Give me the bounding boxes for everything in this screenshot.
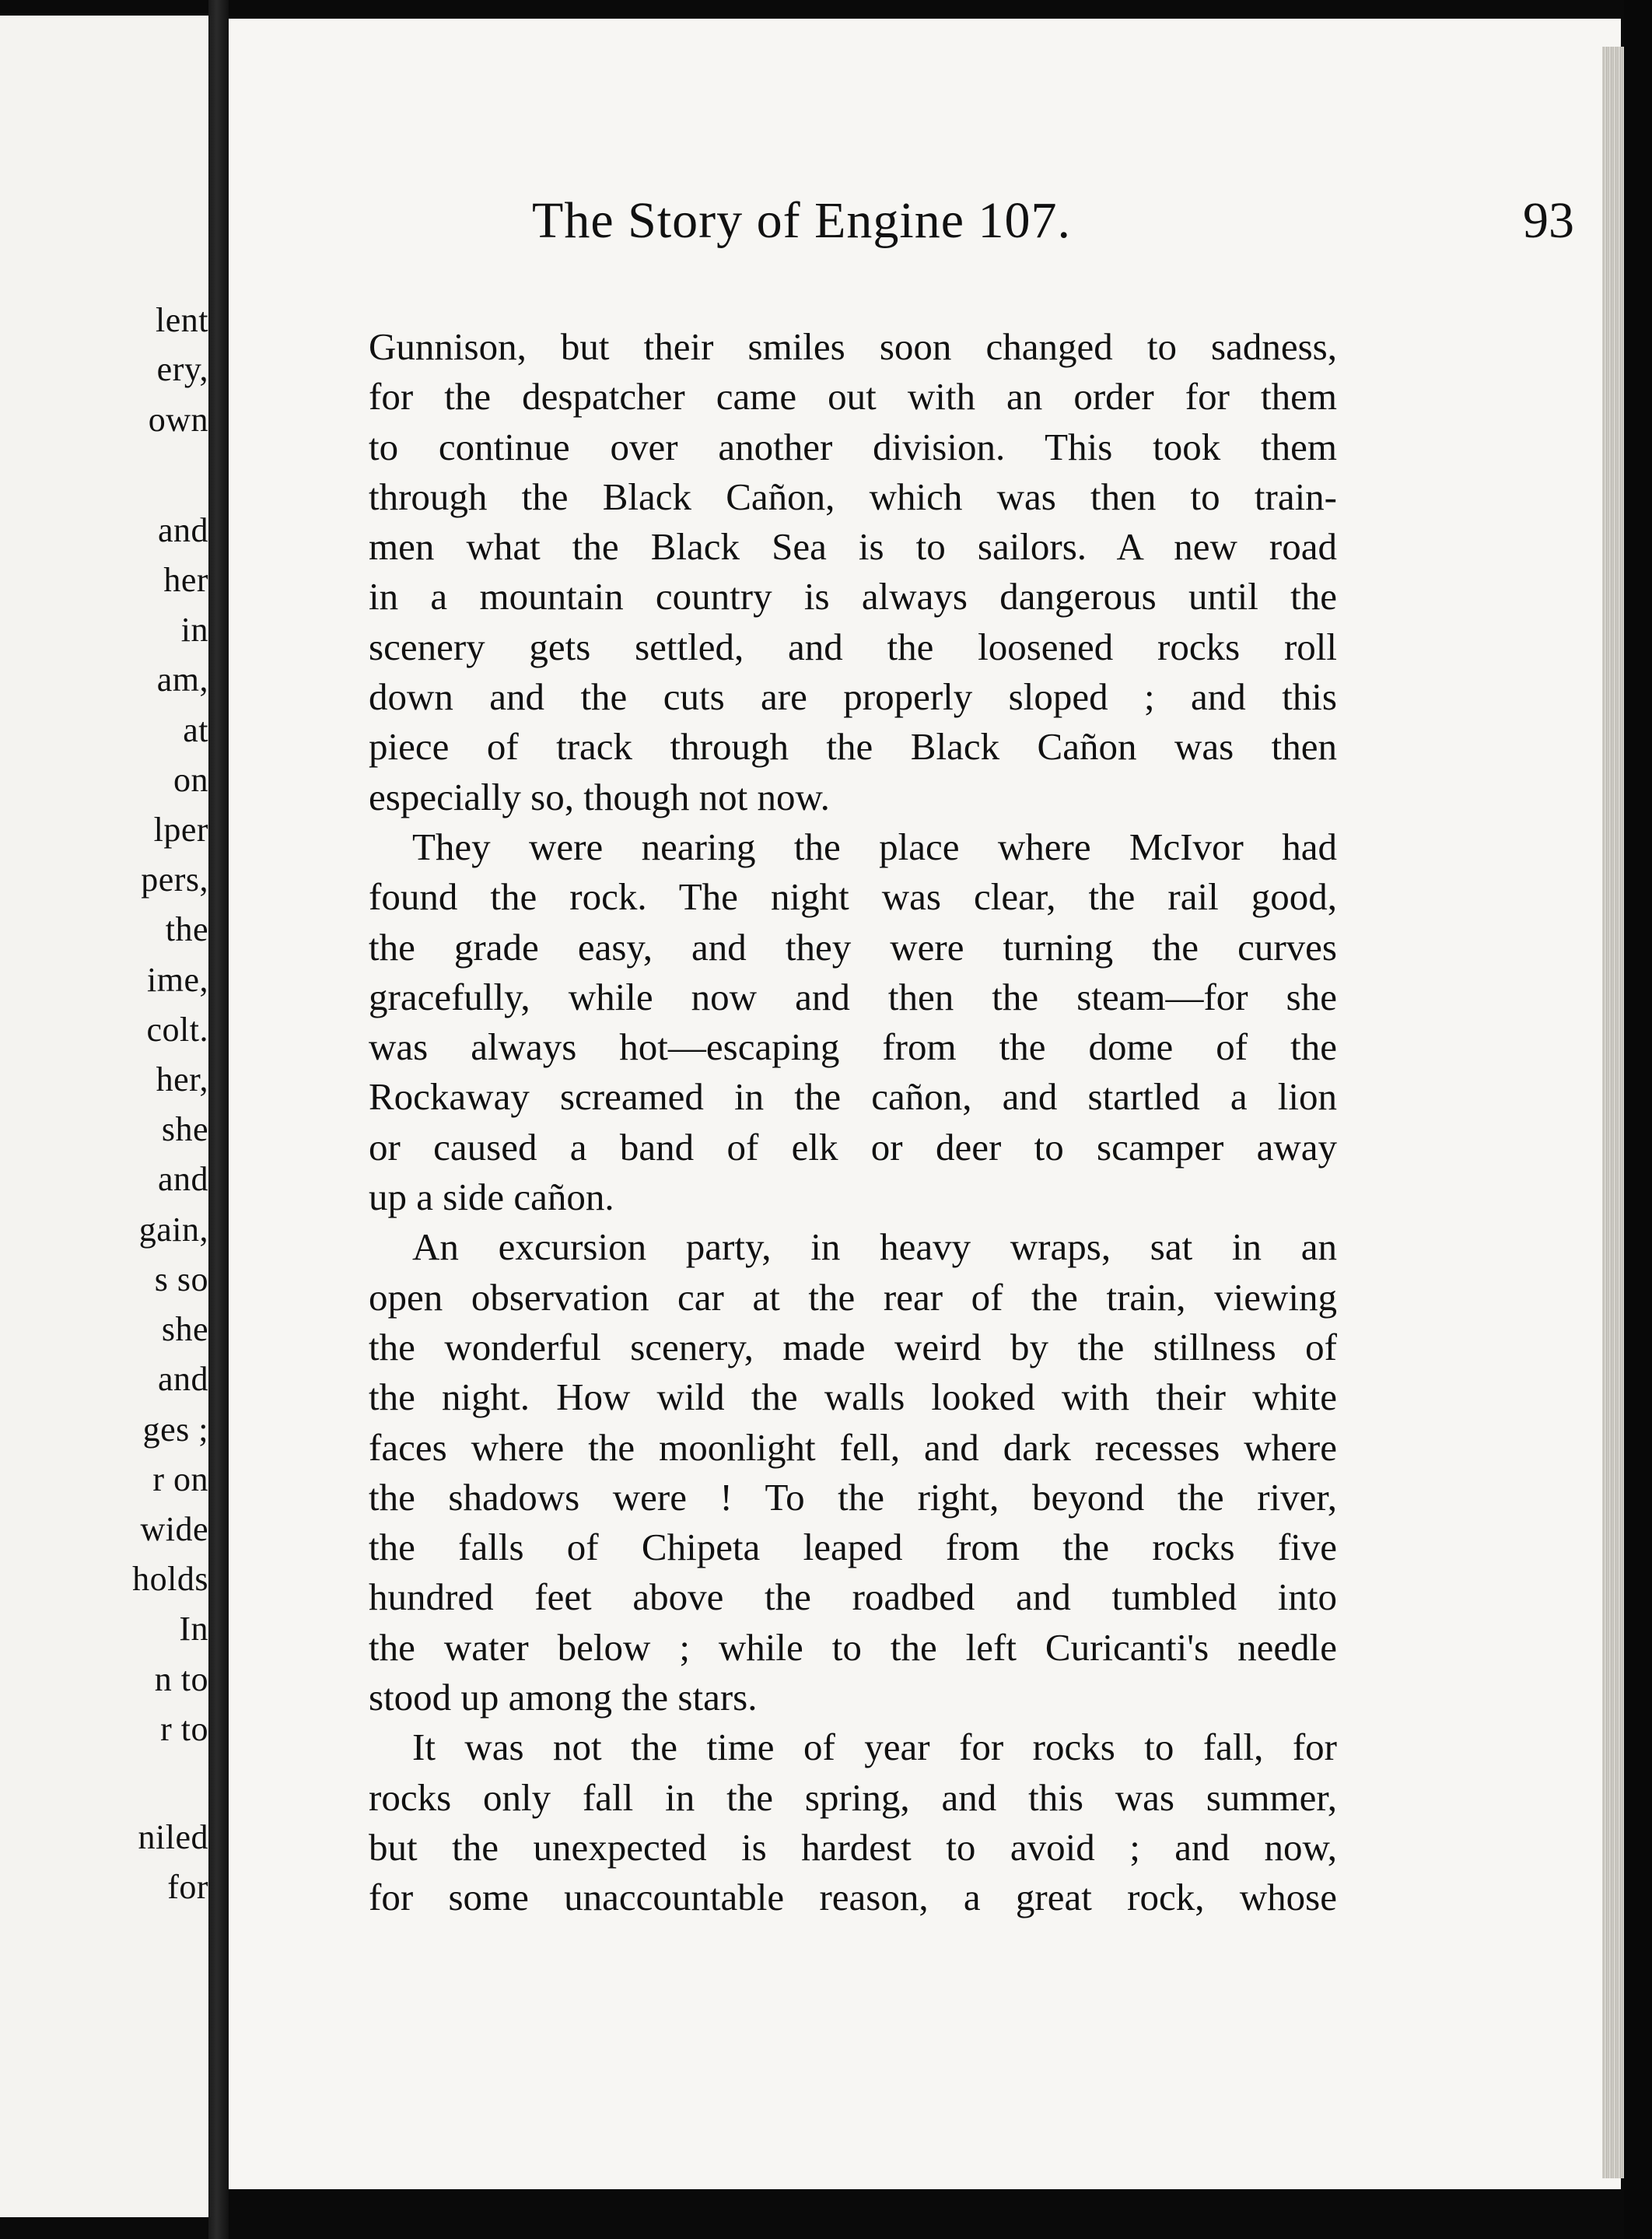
- text-line: They were nearing the place where McIvor had: [412, 825, 1337, 868]
- page-header: [532, 191, 1574, 261]
- page-edges: [1602, 47, 1624, 2178]
- left-page-line: pers,: [141, 860, 208, 899]
- book-gutter: [208, 0, 229, 2239]
- left-page-line: and: [157, 1360, 208, 1398]
- page-number: 93: [1523, 192, 1574, 249]
- text-line: up a side cañon.: [369, 1176, 614, 1219]
- text-line: for the despatcher came out with an order for them: [369, 375, 1337, 419]
- text-line: but the unexpected is hardest to avoid ; and now,: [369, 1825, 1337, 1869]
- book-page: [229, 19, 1621, 2189]
- left-page-line: ery,: [156, 350, 208, 388]
- left-page-line: wide: [140, 1510, 208, 1548]
- running-title: The Story of Engine 107.: [532, 192, 1072, 249]
- left-page-line: In: [179, 1610, 208, 1648]
- text-line: stood up among the stars.: [369, 1676, 758, 1719]
- left-page-line: the: [165, 910, 208, 948]
- text-line: Gunnison, but their smiles soon changed to sadness,: [369, 325, 1337, 368]
- text-line: the water below ; while to the left Curicanti's needle: [369, 1625, 1337, 1669]
- left-page-line: lent: [156, 301, 208, 339]
- left-page-line: she: [161, 1110, 208, 1148]
- left-page-line: and: [157, 1160, 208, 1198]
- text-line: the falls of Chipeta leaped from the rocks five: [369, 1526, 1337, 1569]
- left-page-line: her: [163, 561, 208, 599]
- text-line: to continue over another division. This took them: [369, 425, 1337, 468]
- left-page-line: own: [148, 401, 208, 439]
- left-page-line: colt.: [146, 1011, 208, 1049]
- text-line: through the Black Cañon, which was then to train-: [369, 475, 1337, 518]
- text-line: the grade easy, and they were turning the curves: [369, 925, 1337, 969]
- left-page-fragment: [0, 16, 208, 2217]
- text-line: gracefully, while now and then the steam—for she: [369, 975, 1337, 1018]
- left-page-line: and: [157, 511, 208, 549]
- text-line: for some unaccountable reason, a great rock, whose: [369, 1876, 1337, 1919]
- left-page-line: gain,: [138, 1211, 208, 1249]
- left-page-line: holds: [132, 1560, 208, 1598]
- left-page-line: lper: [153, 811, 208, 849]
- left-page-line: at: [183, 711, 208, 749]
- left-page-line: she: [161, 1310, 208, 1348]
- left-page-line: n to: [154, 1660, 208, 1698]
- left-page-line: am,: [156, 660, 208, 699]
- left-page-line: in: [180, 611, 208, 649]
- left-page-line: s so: [154, 1260, 208, 1298]
- body-text: [369, 322, 1337, 1923]
- text-line: or caused a band of elk or deer to scamper away: [369, 1125, 1337, 1169]
- left-page-line: for: [167, 1868, 208, 1906]
- text-line: the shadows were ! To the right, beyond the river,: [369, 1475, 1337, 1519]
- text-line: down and the cuts are properly sloped ; and this: [369, 675, 1337, 719]
- text-line: An excursion party, in heavy wraps, sat in an: [412, 1225, 1337, 1269]
- text-line: the night. How wild the walls looked with their white: [369, 1375, 1337, 1419]
- text-line: especially so, though not now.: [369, 775, 830, 818]
- text-line: open observation car at the rear of the train, viewing: [369, 1275, 1337, 1319]
- left-page-line: on: [173, 761, 208, 799]
- text-line: was always hot—escaping from the dome of the: [369, 1025, 1337, 1069]
- text-line: rocks only fall in the spring, and this was summer,: [369, 1775, 1337, 1819]
- text-line: Rockaway screamed in the cañon, and startled a lion: [369, 1075, 1337, 1119]
- text-line: in a mountain country is always dangerous until the: [369, 575, 1337, 618]
- left-page-line: r on: [152, 1460, 208, 1498]
- text-line: scenery gets settled, and the loosened rocks roll: [369, 625, 1337, 668]
- left-page-line: ime,: [147, 961, 208, 999]
- left-page-line: her,: [156, 1060, 208, 1098]
- text-line: It was not the time of year for rocks to fall, for: [412, 1726, 1337, 1769]
- scan-border: [1624, 0, 1652, 2239]
- text-line: found the rock. The night was clear, the rail good,: [369, 875, 1337, 919]
- left-page-line: r to: [160, 1710, 208, 1748]
- left-page-line: ges ;: [142, 1410, 208, 1449]
- text-line: faces where the moonlight fell, and dark recesses where: [369, 1425, 1337, 1469]
- text-line: piece of track through the Black Cañon was then: [369, 725, 1337, 769]
- text-line: men what the Black Sea is to sailors. A new road: [369, 525, 1337, 569]
- text-line: hundred feet above the roadbed and tumbled into: [369, 1575, 1337, 1619]
- left-page-line: niled: [138, 1818, 208, 1856]
- text-line: the wonderful scenery, made weird by the stillness of: [369, 1325, 1337, 1368]
